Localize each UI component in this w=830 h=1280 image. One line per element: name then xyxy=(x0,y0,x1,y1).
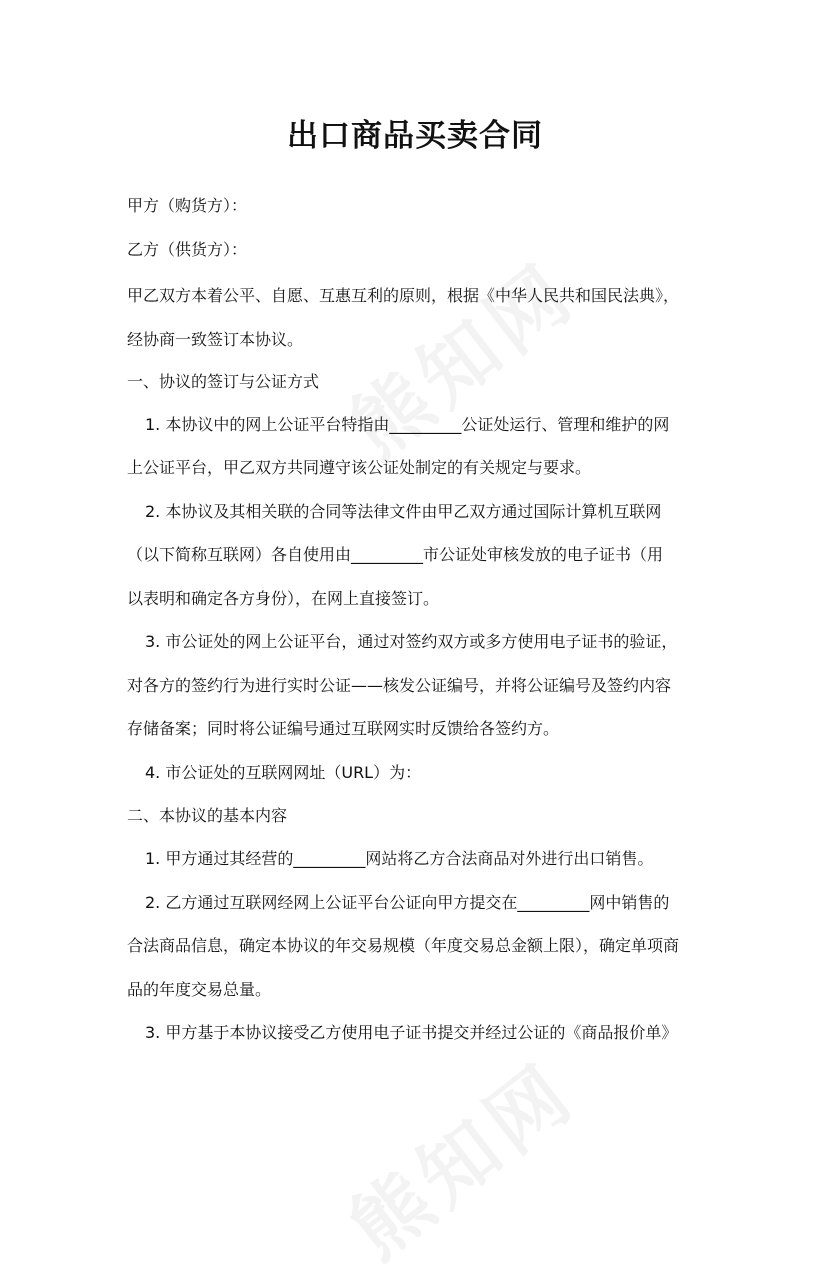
preamble-line-1: 甲乙双方本着公平、自愿、互惠互利的原则，根据《中华人民共和国民法典》， xyxy=(127,286,680,305)
clause-2-2-line-1: 2. 乙方通过互联网经网上公证平台公证向甲方提交在_________网中销售的 xyxy=(145,893,670,912)
clause-1-2-line-3: 以表明和确定各方身份），在网上直接签订。 xyxy=(127,589,440,608)
clause-1-3-line-1: 3. 市公证处的网上公证平台，通过对签约双方或多方使用电子证书的验证， xyxy=(145,632,678,651)
clause-2-2-line-3: 品的年度交易总量。 xyxy=(127,980,272,999)
preamble-line-2: 经协商一致签订本协议。 xyxy=(127,330,304,349)
section-2-heading: 二、本协议的基本内容 xyxy=(127,806,288,825)
party-b-line: 乙方（供货方）： xyxy=(127,240,248,259)
clause-1-4-line-1: 4. 市公证处的互联网网址（URL）为： xyxy=(145,763,422,782)
clause-1-2-line-1: 2. 本协议及其相关联的合同等法律文件由甲乙双方通过国际计算机互联网 xyxy=(145,502,662,521)
clause-1-2-line-2: （以下简称互联网）各自使用由_________市公证处审核发放的电子证书（用 xyxy=(127,545,664,564)
document-title: 出口商品买卖合同 xyxy=(287,118,543,154)
party-a-line: 甲方（购货方）： xyxy=(127,196,248,215)
clause-2-1-line-1: 1. 甲方通过其经营的_________网站将乙方合法商品对外进行出口销售。 xyxy=(145,849,654,868)
watermark-top xyxy=(323,232,595,479)
clause-1-1-line-1: 1. 本协议中的网上公证平台特指由_________公证处运行、管理和维护的网 xyxy=(145,415,670,434)
section-1-heading: 一、协议的签订与公证方式 xyxy=(127,372,320,391)
clause-1-1-line-2: 上公证平台，甲乙双方共同遵守该公证处制定的有关规定与要求。 xyxy=(127,458,592,477)
clause-1-3-line-3: 存储备案；同时将公证编号通过互联网实时反馈给各签约方。 xyxy=(127,719,560,738)
clause-2-2-line-2: 合法商品信息，确定本协议的年交易规模（年度交易总金额上限），确定单项商 xyxy=(127,936,680,955)
clause-1-3-line-2: 对各方的签约行为进行实时公证——核发公证编号，并将公证编号及签约内容 xyxy=(127,676,672,695)
watermark-bottom xyxy=(323,1032,595,1279)
clause-2-3-line-1: 3. 甲方基于本协议接受乙方使用电子证书提交并经过公证的《商品报价单》 xyxy=(145,1023,678,1042)
